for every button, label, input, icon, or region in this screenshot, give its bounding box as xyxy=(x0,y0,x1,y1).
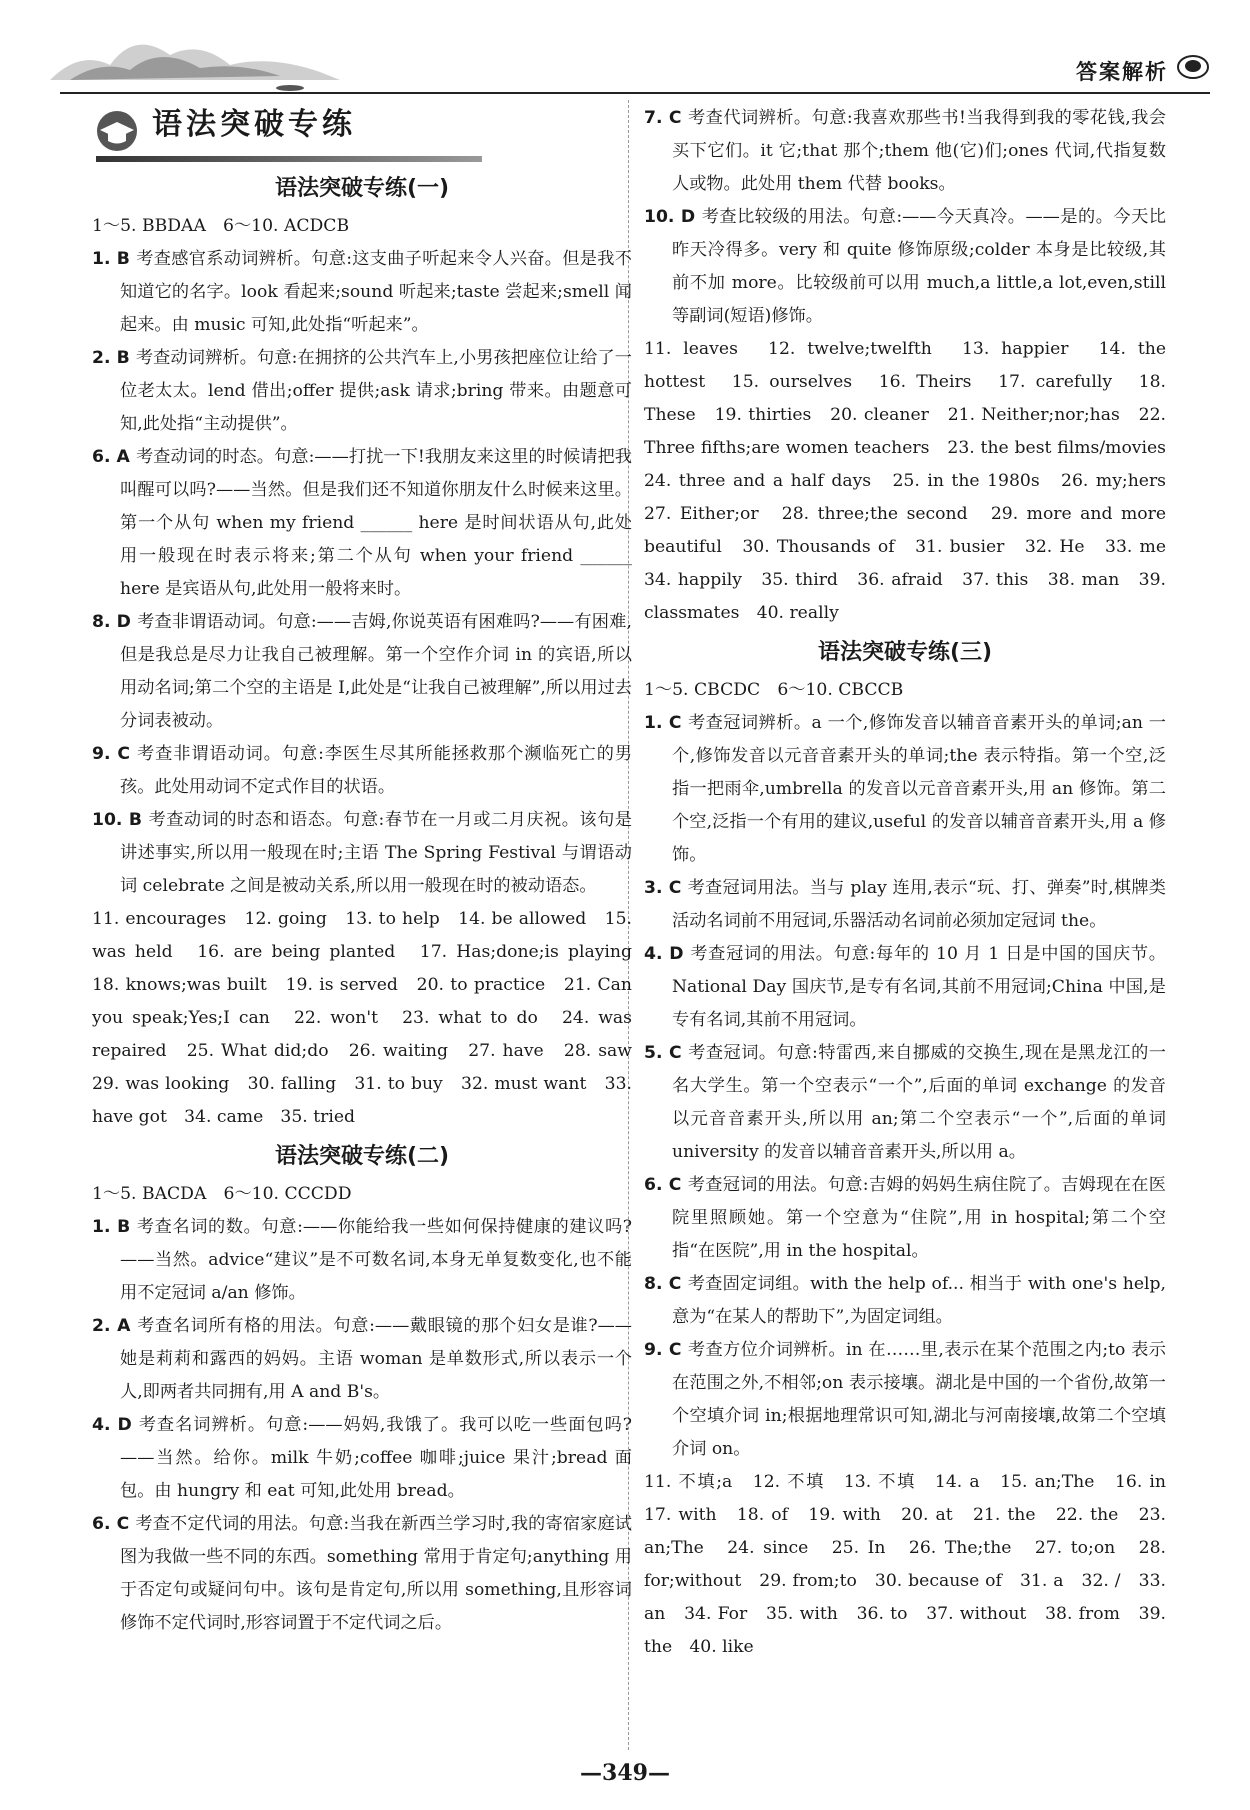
section-title: 语法突破专练(二) xyxy=(274,1144,450,1169)
explanation-item xyxy=(644,872,1166,938)
item-number: 1. B xyxy=(92,1217,131,1237)
item-text: 考查冠词辨析。a 一个,修饰发音以辅音音素开头的单词;an 一个,修饰发音以元音音素开头的单词;the 表示特指。第一个空,泛指一把雨伞,umbrella 的发音以元音音素开头,用 an 修饰。第二个空,泛指一个有用的建议,useful 的发音以辅音音素开头,用 a 修饰。 xyxy=(672,713,1166,865)
item-number: 4. D xyxy=(92,1415,132,1435)
graduation-cap-icon xyxy=(94,110,140,152)
explanation-item xyxy=(644,102,1166,201)
item-text: 考查感官系动词辨析。句意:这支曲子听起来令人兴奋。但是我不知道它的名字。look 看起来;sound 听起来;taste 尝起来;smell 闻起来。由 music 可知,此处指“听起来”。 xyxy=(120,249,632,335)
item-number: 6. C xyxy=(644,1175,682,1195)
explanation-item xyxy=(644,938,1166,1037)
explanation-item xyxy=(92,1211,632,1310)
section-title: 语法突破专练(一) xyxy=(274,176,450,201)
explanation-list xyxy=(644,707,1166,1466)
item-number: 5. C xyxy=(644,1043,682,1063)
item-text: 考查名词辨析。句意:——妈妈,我饿了。我可以吃一些面包吗?——当然。给你。milk 牛奶;coffee 咖啡;juice 果汁;bread 面包。由 hungry 和 eat 可知,此处用 bread。 xyxy=(120,1415,632,1501)
item-text: 考查动词辨析。句意:在拥挤的公共汽车上,小男孩把座位让给了一位老太太。lend 借出;offer 提供;ask 请求;bring 带来。由题意可知,此处指“主动提供”。 xyxy=(120,348,632,434)
explanation-item xyxy=(92,243,632,342)
banner-underline xyxy=(96,156,482,162)
item-text: 考查名词的数。句意:——你能给我一些如何保持健康的建议吗?——当然。advice“建议”是不可数名词,本身无单复数变化,也不能用不定冠词 a/an 修饰。 xyxy=(120,1217,632,1303)
item-number: 8. D xyxy=(92,612,131,632)
explanation-item xyxy=(92,804,632,903)
banner-title: 语法突破专练 xyxy=(152,107,356,142)
item-number: 1. B xyxy=(92,249,130,269)
item-text: 考查动词的时态。句意:——打扰一下!我朋友来这里的时候请把我叫醒可以吗?——当然。但是我们还不知道你朋友什么时候来这里。第一个从句 when my friend ______ here 是时间状语从句,此处用一般现在时表示将来;第二个从句 when your friend ______ here 是宾语从句,此处用一般将来时。 xyxy=(120,447,632,599)
explanation-item xyxy=(92,738,632,804)
item-text: 考查方位介词辨析。in 在……里,表示在某个范围之内;to 表示在范围之外,不相邻;on 表示接壤。湖北是中国的一个省份,故第一个空填介词 in;根据地理常识可知,湖北与河南接壤,故第二个空填介词 on。 xyxy=(672,1340,1166,1459)
explanation-item xyxy=(92,1508,632,1640)
section-banner xyxy=(92,102,632,164)
item-text: 考查固定词组。with the help of... 相当于 with one's help,意为“在某人的帮助下”,为固定词组。 xyxy=(672,1274,1166,1327)
section-title: 语法突破专练(三) xyxy=(817,640,993,665)
explanation-item xyxy=(644,1268,1166,1334)
item-number: 2. A xyxy=(92,1316,131,1336)
item-number: 6. C xyxy=(92,1514,130,1534)
explanation-item xyxy=(92,606,632,738)
fill-answers: 11. leaves 12. twelve;twelfth 13. happier 14. the hottest 15. ourselves 16. Theirs 17. carefully 18. These 19. thirties 20. cleaner 21. Neither;nor;has 22. Three fifths;are women teachers 23. the best films/movies 24. three and a half days 25. in the 1980s 26. my;hers 27. Either;or 28. three;the second 29. more and more beautiful 30. Thousands of 31. busier 32. He 33. me 34. happily 35. third 36. afraid 37. this 38. man 39. classmates 40. really xyxy=(644,339,1184,623)
page-header xyxy=(0,0,1250,92)
item-number: 7. C xyxy=(644,108,682,128)
book-logo-icon xyxy=(1176,54,1210,80)
explanation-item xyxy=(644,1037,1166,1169)
explanation-item xyxy=(644,1169,1166,1268)
item-number: 3. C xyxy=(644,878,682,898)
mountain-landscape-icon xyxy=(40,10,370,100)
item-text: 考查冠词的用法。句意:每年的 10 月 1 日是中国的国庆节。National Day 国庆节,是专有名词,其前不用冠词;China 中国,是专有名词,其前不用冠词。 xyxy=(672,944,1166,1030)
right-column xyxy=(644,102,1184,1664)
explanation-item xyxy=(92,441,632,606)
item-text: 考查冠词。句意:特雷西,来自挪威的交换生,现在是黑龙江的一名大学生。第一个空表示“一个”,后面的单词 exchange 的发音以元音音素开头,所以用 an;第二个空表示“一个”,后面的单词 university 的发音以辅音音素开头,所以用 a。 xyxy=(672,1043,1166,1162)
explanation-item xyxy=(644,201,1166,333)
explanation-list xyxy=(644,102,1166,333)
choice-answers: 1～5. BBDAA 6～10. ACDCB xyxy=(92,216,350,236)
item-text: 考查冠词的用法。句意:吉姆的妈妈生病住院了。吉姆现在在医院里照顾她。第一个空意为“住院”,用 in hospital;第二个空指“在医院”,用 in the hospital。 xyxy=(672,1175,1166,1261)
item-text: 考查动词的时态和语态。句意:春节在一月或二月庆祝。该句是讲述事实,所以用一般现在时;主语 The Spring Festival 与谓语动词 celebrate 之间是被动关系,所以用一般现在时的被动语态。 xyxy=(120,810,632,896)
item-number: 8. C xyxy=(644,1274,682,1294)
item-number: 6. A xyxy=(92,447,130,467)
item-text: 考查比较级的用法。句意:——今天真冷。——是的。今天比昨天冷得多。very 和 quite 修饰原级;colder 本身是比较级,其前不加 more。比较级前可以用 much,a little,a lot,even,still 等副词(短语)修饰。 xyxy=(672,207,1166,326)
item-text: 考查非谓语动词。句意:——吉姆,你说英语有困难吗?——有困难,但是我总是尽力让我自己被理解。第一个空作介词 in 的宾语,所以用动名词;第二个空的主语是 I,此处是“让我自己被理解”,所以用过去分词表被动。 xyxy=(120,612,632,731)
item-number: 10. B xyxy=(92,810,143,830)
item-number: 10. D xyxy=(644,207,696,227)
header-rule xyxy=(60,92,1210,94)
header-title: 答案解析 xyxy=(1076,60,1168,84)
explanation-item xyxy=(92,1409,632,1508)
item-number: 4. D xyxy=(644,944,684,964)
item-text: 考查名词所有格的用法。句意:——戴眼镜的那个妇女是谁?——她是莉莉和露西的妈妈。主语 woman 是单数形式,所以表示一个人,即两者共同拥有,用 A and B's。 xyxy=(120,1316,632,1402)
item-text: 考查冠词用法。当与 play 连用,表示“玩、打、弹奏”时,棋牌类活动名词前不用冠词,乐器活动名词前必须加定冠词 the。 xyxy=(672,878,1166,931)
explanation-item xyxy=(92,1310,632,1409)
explanation-item xyxy=(644,1334,1166,1466)
explanation-list xyxy=(92,243,632,903)
item-text: 考查代词辨析。句意:我喜欢那些书!当我得到我的零花钱,我会买下它们。it 它;that 那个;them 他(它)们;ones 代词,代指复数人或物。此处用 them 代替 books。 xyxy=(672,108,1166,194)
item-number: 1. C xyxy=(644,713,682,733)
item-text: 考查不定代词的用法。句意:当我在新西兰学习时,我的寄宿家庭试图为我做一些不同的东西。something 常用于肯定句;anything 用于否定句或疑问句中。该句是肯定句,所以用 something,且形容词修饰不定代词时,形容词置于不定代词之后。 xyxy=(120,1514,632,1633)
left-column xyxy=(92,102,650,1640)
fill-answers: 11. 不填;a 12. 不填 13. 不填 14. a 15. an;The 16. in 17. with 18. of 19. with 20. at 21. the 22. the 23. an;The 24. since 25. In 26. The;the 27. to;on 28. for;without 29. from;to 30. because of 31. a 32. / 33. an 34. For 35. with 36. to 37. without 38. from 39. the 40. like xyxy=(644,1472,1184,1657)
page-number: —349— xyxy=(580,1760,670,1786)
explanation-list xyxy=(92,1211,632,1640)
item-number: 2. B xyxy=(92,348,130,368)
item-text: 考查非谓语动词。句意:李医生尽其所能拯救那个濒临死亡的男孩。此处用动词不定式作目的状语。 xyxy=(120,744,633,797)
explanation-item xyxy=(92,342,632,441)
choice-answers: 1～5. CBCDC 6～10. CBCCB xyxy=(644,680,904,700)
choice-answers: 1～5. BACDA 6～10. CCCDD xyxy=(92,1184,352,1204)
item-number: 9. C xyxy=(644,1340,682,1360)
fill-answers: 11. encourages 12. going 13. to help 14. be allowed 15. was held 16. are being planted 17. Has;done;is playing 18. knows;was built 19. is served 20. to practice 21. Can you speak;Yes;I can 22. won't 23. what to do 24. was repaired 25. What did;do 26. waiting 27. have 28. saw 29. was looking 30. falling 31. to buy 32. must want 33. have got 34. came 35. tried xyxy=(92,909,650,1127)
explanation-item xyxy=(644,707,1166,872)
item-number: 9. C xyxy=(92,744,131,764)
